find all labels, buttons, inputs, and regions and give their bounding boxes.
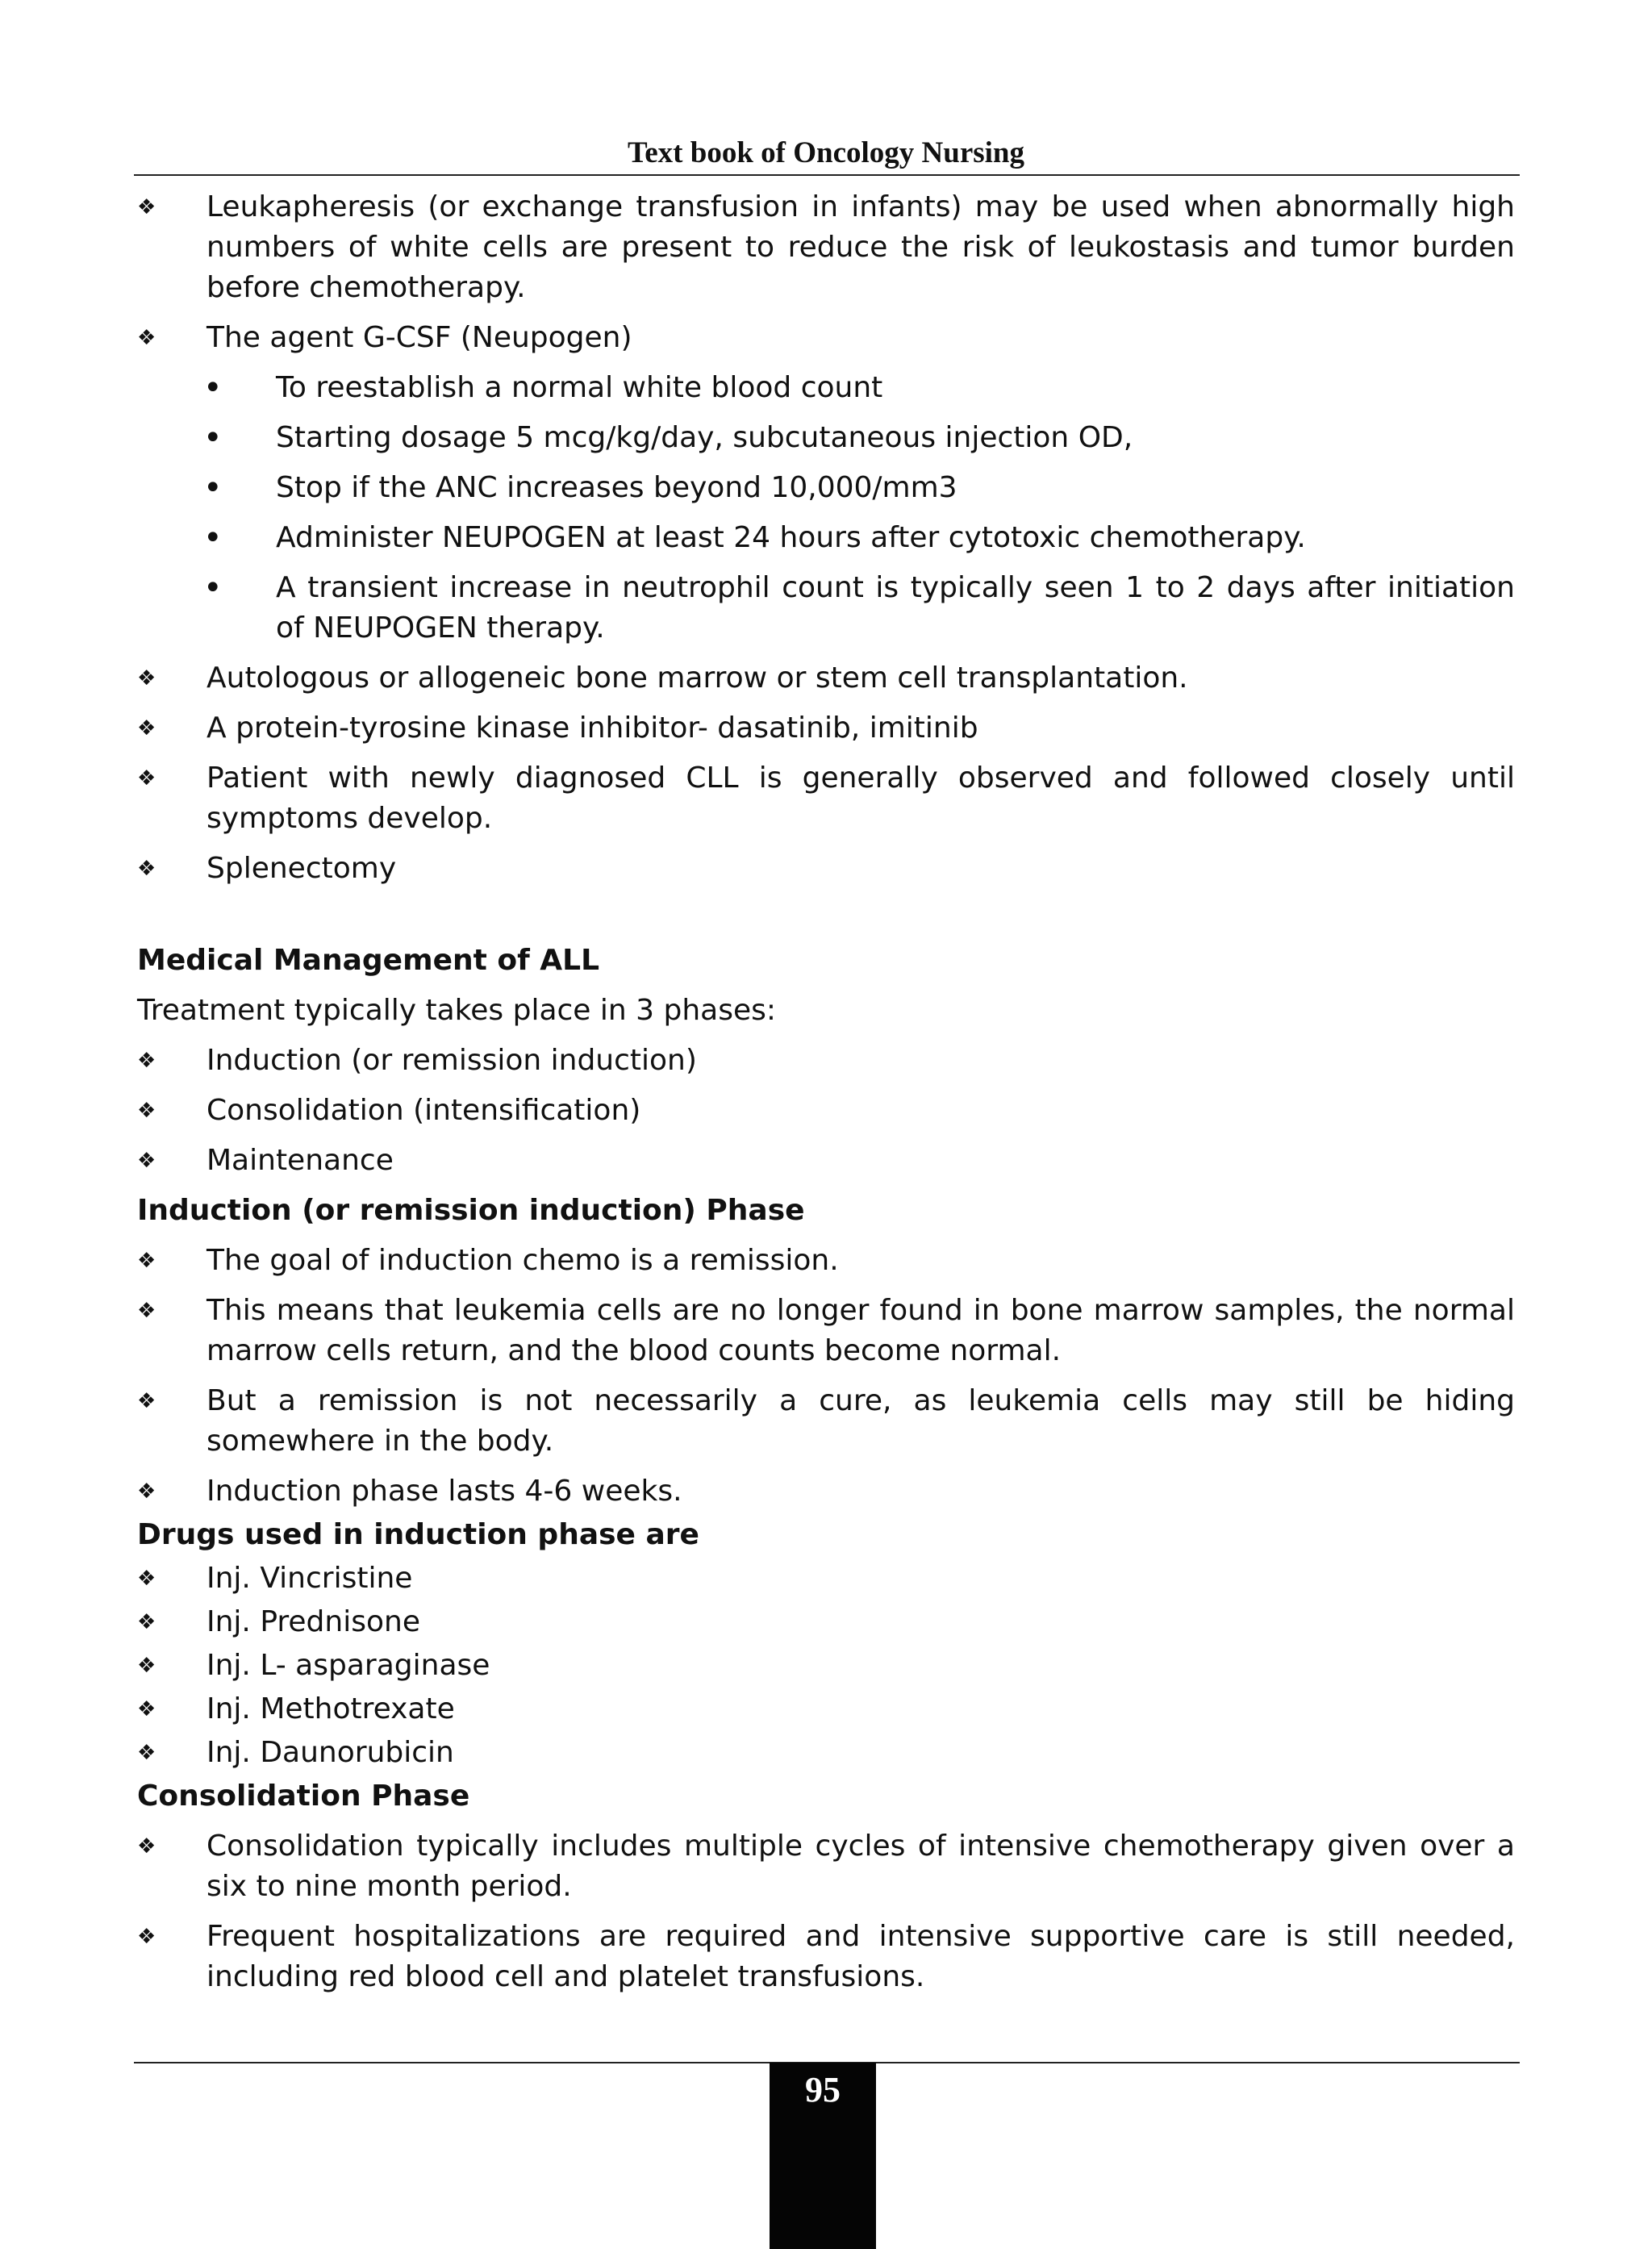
list-item: ❖ Consolidation typically includes multiple cycles of intensive chemotherapy given over a six to nine month period. [137, 1826, 1515, 1907]
page-content [137, 187, 1515, 2007]
list-item: ❖ The agent G-CSF (Neupogen) [137, 318, 1515, 358]
list-item: ❖ Inj. Vincristine [137, 1558, 1515, 1599]
diamond-bullet-icon: ❖ [137, 1654, 156, 1678]
paragraph: Treatment typically takes place in 3 phases: [137, 994, 777, 1027]
list-item: ❖ Induction (or remission induction) [137, 1041, 1515, 1081]
dot-bullet-icon: • [203, 369, 223, 407]
diamond-bullet-icon: ❖ [137, 1389, 156, 1413]
list-item: ❖ Inj. Methotrexate [137, 1689, 1515, 1730]
dot-bullet-icon: • [203, 469, 223, 507]
list-item: ❖ Induction phase lasts 4-6 weeks. [137, 1471, 1515, 1512]
list-item: ❖ Consolidation (intensification) [137, 1091, 1515, 1131]
sub-list-item: • Stop if the ANC increases beyond 10,000/mm3 [203, 469, 957, 507]
sub-list-item: • Starting dosage 5 mcg/kg/day, subcutaneous injection OD, [203, 419, 1133, 457]
diamond-bullet-icon: ❖ [137, 326, 156, 350]
list-item: ❖ Splenectomy [137, 849, 1515, 889]
list-item: ❖ The goal of induction chemo is a remission. [137, 1241, 1515, 1281]
list-item: ❖ Inj. L- asparaginase [137, 1646, 1515, 1686]
dot-bullet-icon: • [203, 570, 223, 607]
section-spacer [137, 899, 1515, 941]
dot-bullet-icon: • [203, 419, 223, 457]
list-item: ❖ But a remission is not necessarily a cure, as leukemia cells may still be hiding somewhere in the body. [137, 1381, 1515, 1462]
list-item: ❖ Maintenance [137, 1141, 1515, 1181]
diamond-bullet-icon: ❖ [137, 1567, 156, 1591]
section-heading: Drugs used in induction phase are [137, 1518, 699, 1551]
list-item: ❖ Leukapheresis (or exchange transfusion in infants) may be used when abnormally high numbers of white cells are present to reduce the risk of leukostasis and tumor burden before chemotherapy. [137, 187, 1515, 308]
running-header: Text book of Oncology Nursing [627, 136, 1025, 169]
diamond-bullet-icon: ❖ [137, 857, 156, 881]
page-number: 95 [805, 2070, 841, 2109]
diamond-bullet-icon: ❖ [137, 1925, 156, 1949]
list-item: ❖ Autologous or allogeneic bone marrow or stem cell transplantation. [137, 658, 1515, 699]
diamond-bullet-icon: ❖ [137, 666, 156, 691]
diamond-bullet-icon: ❖ [137, 1099, 156, 1123]
sub-list-item: • Administer NEUPOGEN at least 24 hours after cytotoxic chemotherapy. [203, 519, 1306, 557]
diamond-bullet-icon: ❖ [137, 1049, 156, 1073]
diamond-bullet-icon: ❖ [137, 195, 156, 219]
section-heading: Consolidation Phase [137, 1780, 470, 1813]
diamond-bullet-icon: ❖ [137, 1479, 156, 1504]
diamond-bullet-icon: ❖ [137, 1697, 156, 1721]
list-item: ❖ Frequent hospitalizations are required and intensive supportive care is still needed, including red blood cell and platelet transfusions. [137, 1917, 1515, 1997]
diamond-bullet-icon: ❖ [137, 716, 156, 741]
diamond-bullet-icon: ❖ [137, 1149, 156, 1173]
list-item: ❖ A protein-tyrosine kinase inhibitor- dasatinib, imitinib [137, 708, 1515, 749]
list-item: ❖ Inj. Daunorubicin [137, 1733, 1515, 1773]
list-item: ❖ Inj. Prednisone [137, 1602, 1515, 1642]
page-number-box [770, 2063, 876, 2249]
diamond-bullet-icon: ❖ [137, 1249, 156, 1273]
diamond-bullet-icon: ❖ [137, 766, 156, 791]
sub-list-item: • To reestablish a normal white blood count [203, 369, 883, 407]
diamond-bullet-icon: ❖ [137, 1834, 156, 1859]
section-heading: Induction (or remission induction) Phase [137, 1194, 805, 1227]
list-item: ❖ This means that leukemia cells are no longer found in bone marrow samples, the normal marrow cells return, and the blood counts become normal. [137, 1291, 1515, 1371]
diamond-bullet-icon: ❖ [137, 1299, 156, 1323]
list-item: ❖ Patient with newly diagnosed CLL is generally observed and followed closely until symptoms develop. [137, 758, 1515, 839]
sub-list-item: • A transient increase in neutrophil count is typically seen 1 to 2 days after initiation of NEUPOGEN therapy. [203, 570, 1515, 645]
header-rule [134, 174, 1520, 176]
dot-bullet-icon: • [203, 519, 223, 557]
diamond-bullet-icon: ❖ [137, 1610, 156, 1634]
section-heading: Medical Management of ALL [137, 944, 600, 977]
diamond-bullet-icon: ❖ [137, 1741, 156, 1765]
